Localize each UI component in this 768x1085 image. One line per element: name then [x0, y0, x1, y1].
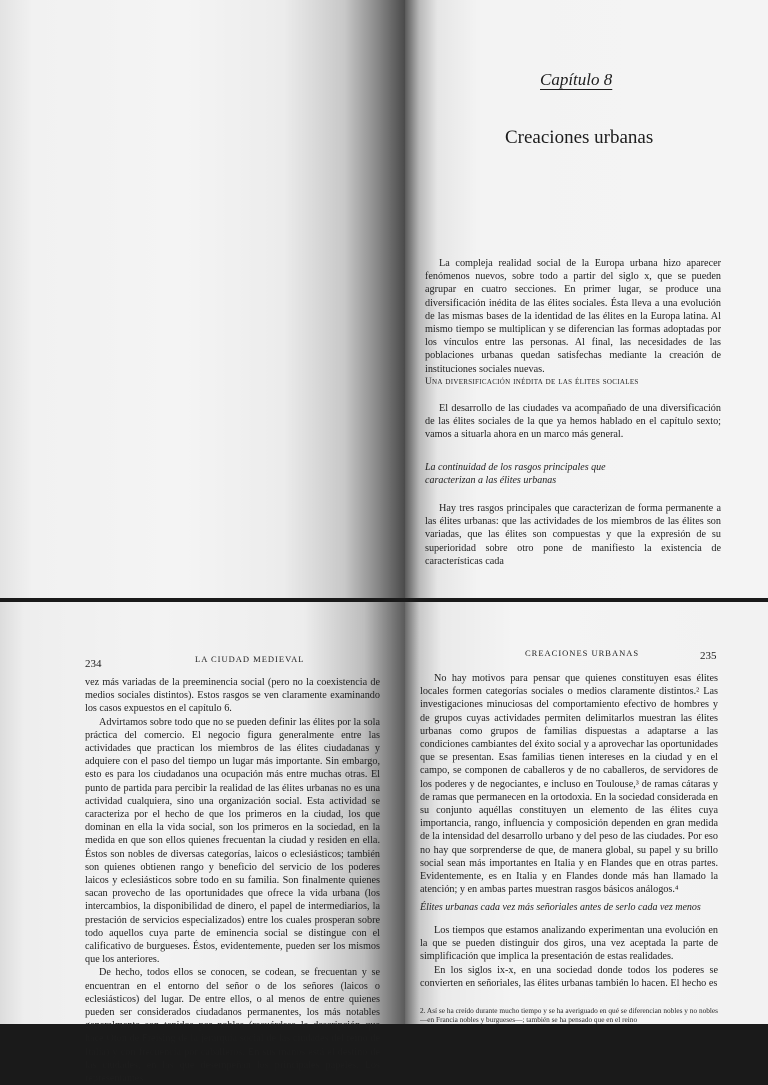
intro-paragraph-block — [425, 257, 721, 376]
intro-paragraph: La compleja realidad social de la Europa urbana hizo aparecer fenómenos nuevos, sobre todo a partir del siglo x, que se pueden agrupar en cuatro secciones. En primer lugar, se produce una diversificación inédita de las élites sociales. Ésta lleva a una evolución de las mismas bases de la identidad de las élites en la Europa latina. Al mismo tiempo se multiplican y se diferencian las formas adoptadas por los vínculos entre las personas. Al final, las necesidades de las poblaciones urbanas quedan satisfechas mediante la creación de instituciones sociales nuevas. — [425, 258, 721, 375]
right-paragraph-2: Los tiempos que estamos analizando experimentan una evolución en la que se pueden distinguir dos giros, una vez aceptada la parte de simplificación que implica la presentación de estas realidades. — [420, 925, 718, 963]
chapter-title: Creaciones urbanas — [505, 127, 654, 148]
right-page-body-2 — [420, 924, 718, 990]
section-paragraph: El desarrollo de las ciudades va acompañado de una diversificación de las élites sociales de la que ya hemos hablado en el capítulo sexto; vamos a situarla ahora en un marco más general. — [425, 403, 721, 441]
left-paragraph-3: De hecho, todos ellos se conocen, se codean, se frecuentan y se encuentran en el entorno del señor o de los señores (laicos o eclesiásticos) del lugar. De entre ellos, o al menos de entre quienes pueden ser considerados ciudadanos permanentes, los más notables generalmente son tenidos por nobles (recuérdese la descripción que hace Otón de Freising de la jerarquía social de las ciudades del reino de Italia) y con frecuencia por caballeros. En sus manos está el destino de las ciudades, en las que desempeñan los principales papeles. Los representantes — [85, 967, 380, 1085]
section-paragraph-block — [425, 402, 721, 442]
footnote: 2. Así se ha creído durante mucho tiempo y se ha averiguado en qué se diferencian nobles y no nobles —en Francia nobles y burgueses—; también se ha pensado que en el reino — [420, 1006, 718, 1025]
bottom-spread — [0, 602, 768, 1085]
right-subheading: Élites urbanas cada vez más señoriales antes de serlo cada vez menos — [420, 902, 701, 913]
chapter-label: Capítulo 8 — [540, 70, 613, 89]
page-number-left: 234 — [85, 658, 102, 670]
page-number-right: 235 — [700, 650, 717, 662]
left-page-body — [85, 676, 380, 1085]
section-heading: Una diversificación inédita de las élites sociales — [425, 377, 639, 387]
left-paragraph-1: vez más variadas de la preeminencia social (pero no la coexistencia de medios sociales distintos). Estos rasgos se ven claramente examinando los casos expuestos en el capítulo 6. — [85, 677, 380, 715]
top-left-page — [0, 0, 405, 598]
left-paragraph-2: Advirtamos sobre todo que no se pueden definir las élites por la sola práctica del comercio. El negocio figura generalmente entre las actividades que practican los miembros de las élites ciudadanas y adquiere con el paso del tiempo un lugar más importante. Sin embargo, esto es para los ciudadanos una ocupación más entre muchas otras. El punto de partida para percibir la realidad de las élites urbanas no es una actividad cualquiera, sino una organización social. Esta actividad se caracteriza por el hecho de que los primeros en la ciudad, los que dominan en ella la vida social, son los primeros en la sociedad, en la medida en que son ellos quienes frecuentan la ciudad y residen en ella. Éstos son nobles de diversas categorías, laicos o eclesiásticos; también son quienes obtienen rango y beneficio del servicio de los poderes laicos y eclesiásticos sobre todo en su familia. Son finalmente quienes sacan provecho de las oportunidades que ofrece la vida urbana (los intercambios, la disponibilidad de dinero, el papel de intermediarios, la prestación de servicios especializados) entre los cuales prosperan sobre todo aquellos cuya parte de eminencia social se distingue con el calificativo de burgueses. Éstos, evidentemente, pueden ser los mismos que los anteriores. — [85, 716, 380, 966]
right-page-body — [420, 672, 718, 896]
running-head-right: CREACIONES URBANAS — [525, 648, 640, 658]
running-head-left: LA CIUDAD MEDIEVAL — [195, 654, 305, 664]
right-paragraph-3: En los siglos ix-x, en una sociedad donde todos los poderes se convierten en señoriales, las élites urbanas también lo hacen. El hecho es — [420, 964, 718, 989]
subsection-paragraph-block — [425, 502, 721, 568]
right-paragraph-1: No hay motivos para pensar que quienes constituyen esas élites locales formen categorías sociales o medios claramente distintos.² Las investigaciones minuciosas del comportamiento efectivo de hombres y de grupos cuyas actividades permiten delimitarlos muestran las élites urbanas como grupos de familias dispuestas a adaptarse a las condiciones cambiantes del éxito social y a aprovechar las oportunidades que se presentan. Esas familias tienen intereses en la ciudad y en el campo, se componen de caballeros y de no caballeros, de servidores de los poderes y de negociantes, e incluso en Toulouse,³ de ramas cátaras y de ramas que permanecen en la ortodoxia. En la sociedad considerada en su conjunto aquéllas constituyen un elemento de las élites cuya importancia, rango, influencia y composición dependen en gran medida de la intensidad del desarrollo urbano y del peso de las ciudades. Por eso no hay que sorprenderse de que, de manera global, su papel y su brillo social sean más importantes en Italia y en Flandes que en otras partes. Evidentemente, es en Italia y en Flandes donde más han llamado la atención; y en ambas partes muestran rasgos básicos análogos.⁴ — [420, 673, 718, 896]
subsection-heading: La continuidad de los rasgos principales que caracterizan a las élites urbanas — [425, 462, 606, 486]
subsection-paragraph: Hay tres rasgos principales que caracterizan de forma permanente a las élites urbanas: que las actividades de los miembros de las élites son variadas, que las élites son compuestas y que la expresión de su superioridad sobre otro pone de manifiesto la existencia de características cada — [425, 503, 721, 567]
